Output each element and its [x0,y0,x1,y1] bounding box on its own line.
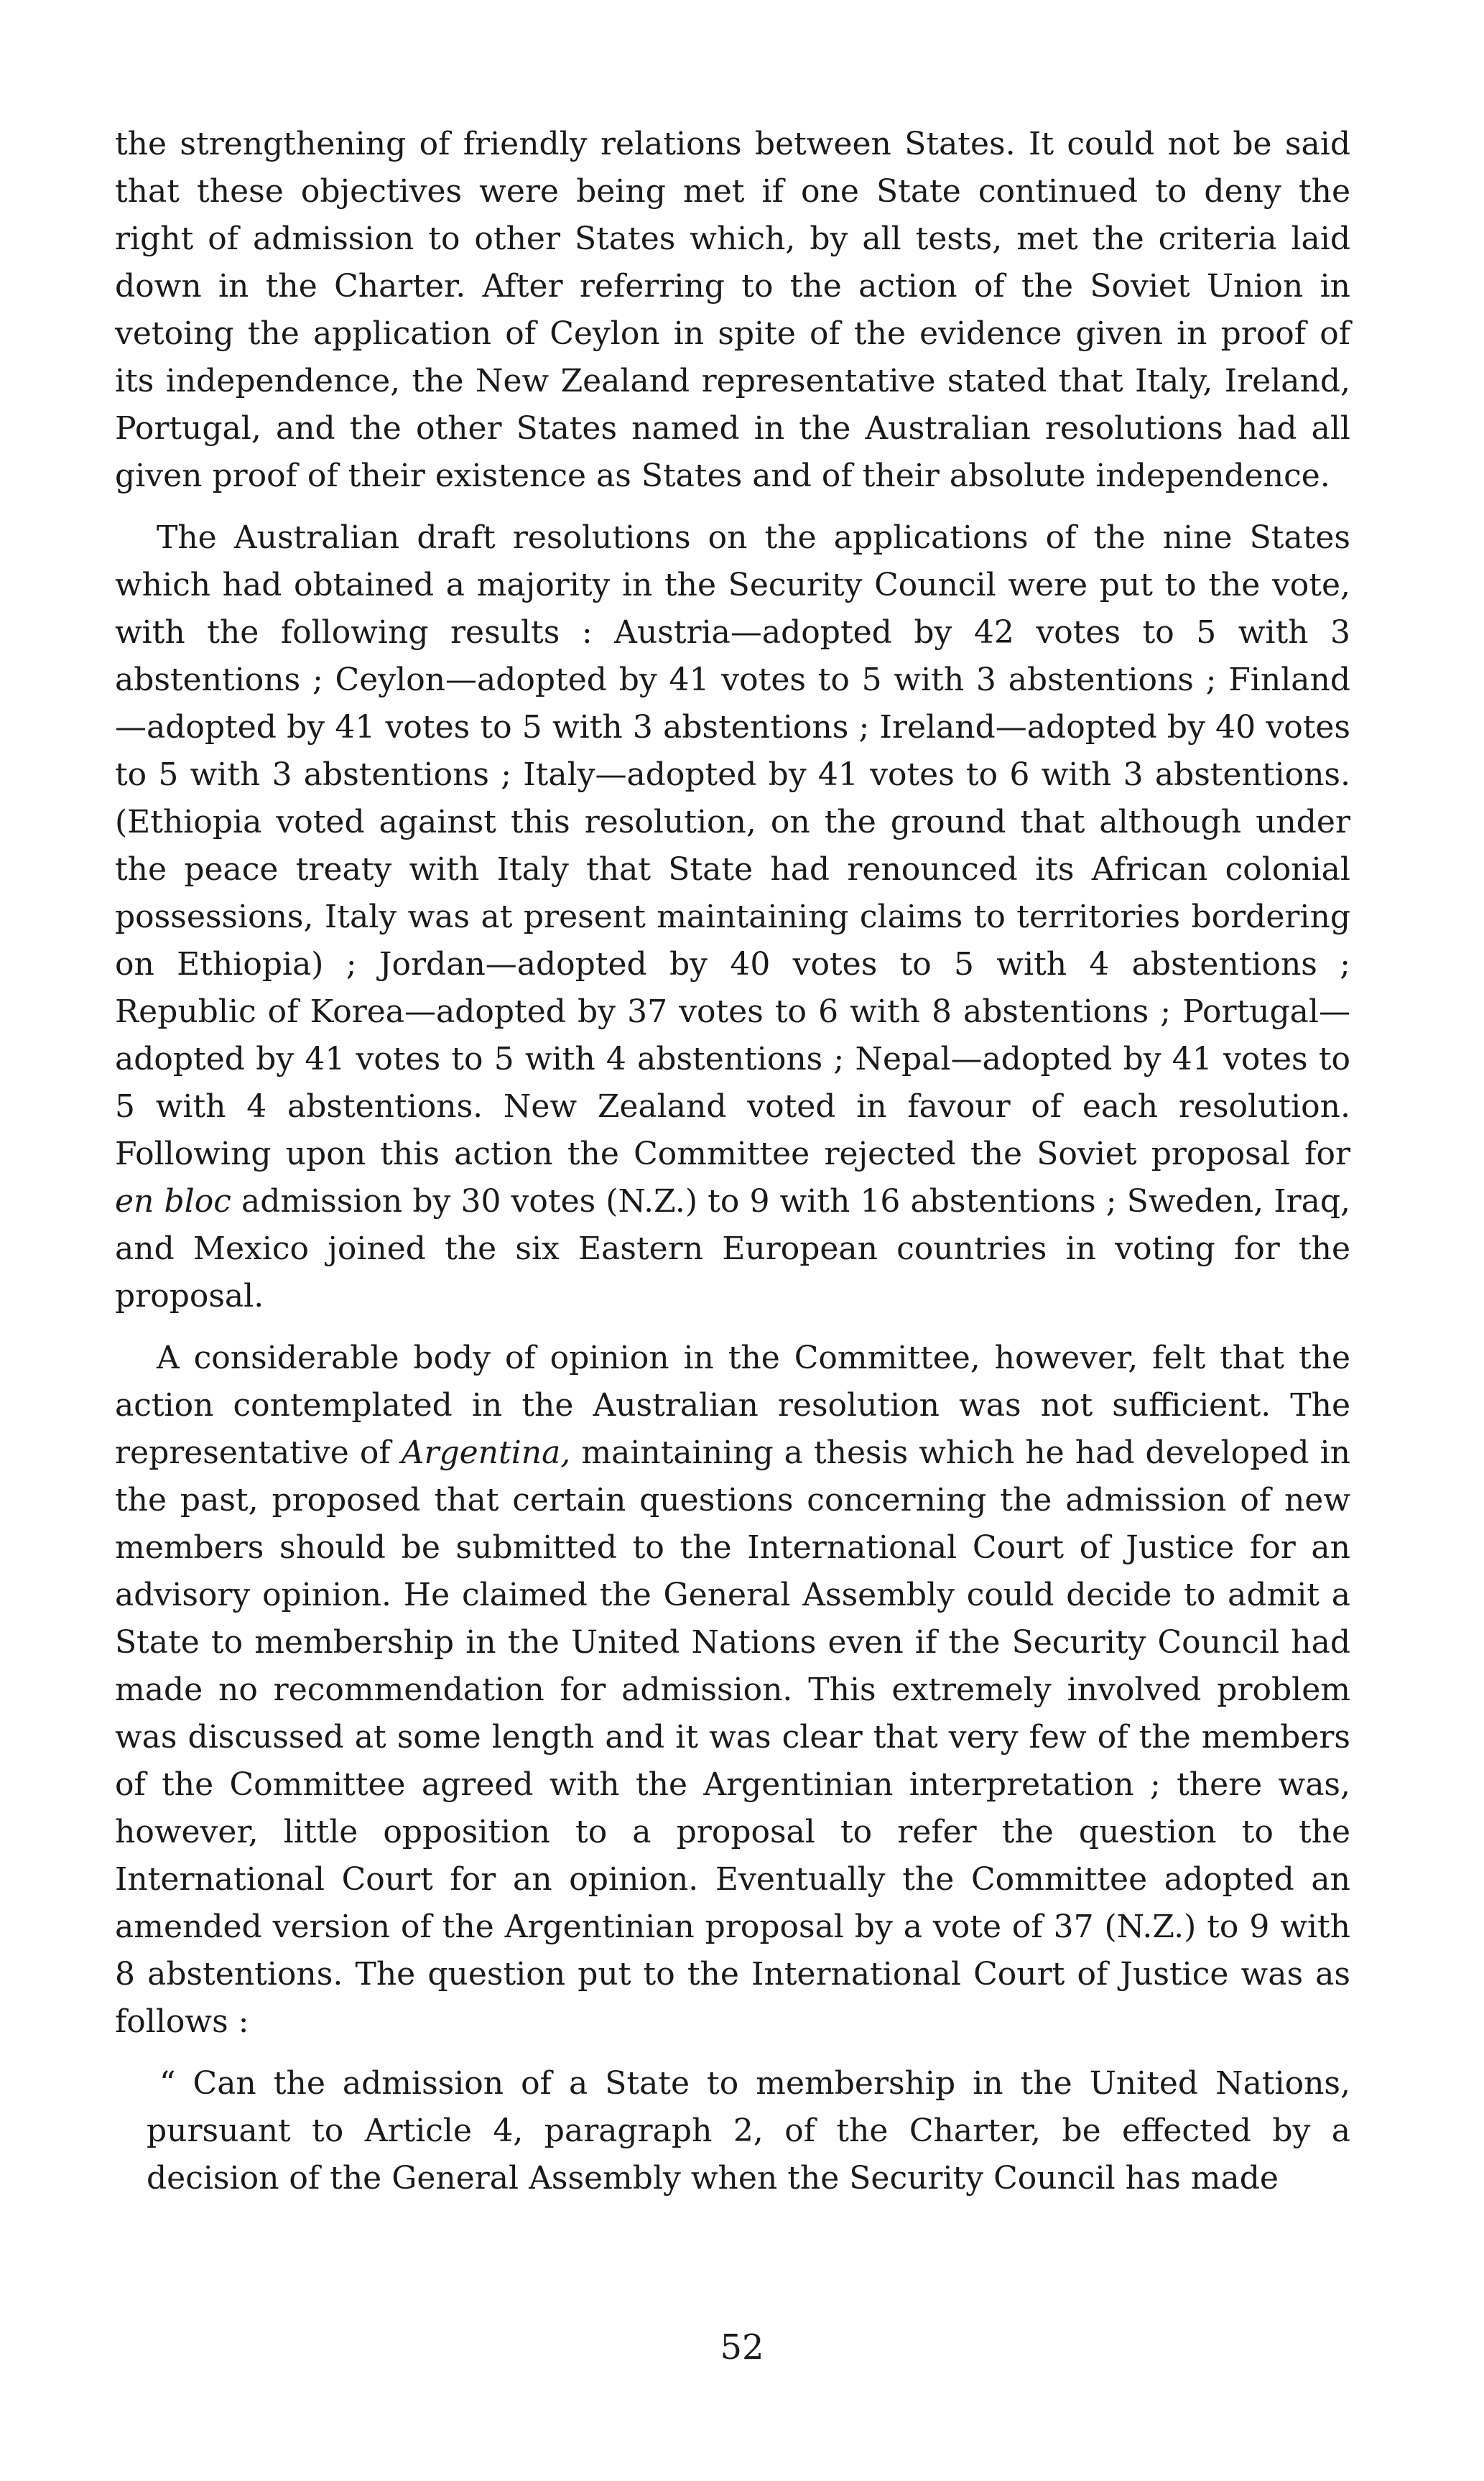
block-quote: “ Can the admission of a State to membership in the United Nations, pursuant to Article 4, paragraph 2, of the Charter, be effected by a decision of the General Assembly when the Security Council has made [147,2065,1350,2197]
document-body [115,121,1350,2202]
paragraph-3-italic-argentina: Argentina, [401,1434,571,1471]
paragraph-2-text-b: admission by 30 votes (N.Z.) to 9 with 16 abstentions ; Sweden, Iraq, and Mexico joined the six Eastern European countries in voting for the proposal. [115,1183,1350,1314]
paragraph-1-text: the strengthening of friendly relations between States. It could not be said that these objectives were being met if one State continued to deny the right of admission to other States which, by all tests, met the criteria laid down in the Charter. After referring to the action of the Soviet Union in vetoing the application of Ceylon in spite of the evidence given in proof of its independence, the New Zealand representative stated that Italy, Ireland, Portugal, and the other States named in the Australian resolutions had all given proof of their existence as States and of their absolute independence. [115,126,1350,494]
paragraph-1 [115,121,1350,500]
page-number: 52 [720,2327,764,2368]
paragraph-3 [115,1335,1350,2046]
paragraph-2 [115,514,1350,1320]
paragraph-3-text-a: A considerable body of opinion in the Committee, however, felt that the action contemplated in the Australian resolution was not sufficient. The representative of [115,1340,1350,1471]
paragraph-2-text-a: The Australian draft resolutions on the applications of the nine States which had obtained a majority in the Security Council were put to the vote, with the following results : Austria—adopted by 42 votes to 5 with 3 abstentions ; Ceylon—adopted by 41 votes to 5 with 3 abstentions ; Finland—adopted by 41 votes to 5 with 3 abstentions ; Ireland—adopted by 40 votes to 5 with 3 abstentions ; Italy—adopted by 41 votes to 6 with 3 abstentions. (Ethiopia voted against this resolution, on the ground that although under the peace treaty with Italy that State had renounced its African colonial possessions, Italy was at present maintaining claims to territories bordering on Ethiopia) ; Jordan—adopted by 40 votes to 5 with 4 abstentions ; Republic of Korea—adopted by 37 votes to 6 with 8 abstentions ; Portugal—adopted by 41 votes to 5 with 4 abstentions ; Nepal—adopted by 41 votes to 5 with 4 abstentions. New Zealand voted in favour of each resolution. Following upon this action the Committee rejected the Soviet proposal for [115,519,1350,1172]
paragraph-2-italic-en-bloc: en bloc [115,1183,231,1220]
paragraph-3-text-b: maintaining a thesis which he had developed in the past, proposed that certain questions concerning the admission of new members should be submitted to the International Court of Justice for an advisory opinion. He claimed the General Assembly could decide to admit a State to membership in the United Nations even if the Security Council had made no recommendation for admission. This extremely involved problem was discussed at some length and it was clear that very few of the members of the Committee agreed with the Argentinian interpretation ; there was, however, little opposition to a proposal to refer the question to the International Court for an opinion. Eventually the Committee adopted an amended version of the Argentinian proposal by a vote of 37 (N.Z.) to 9 with 8 abstentions. The question put to the International Court of Justice was as follows : [115,1434,1350,2040]
